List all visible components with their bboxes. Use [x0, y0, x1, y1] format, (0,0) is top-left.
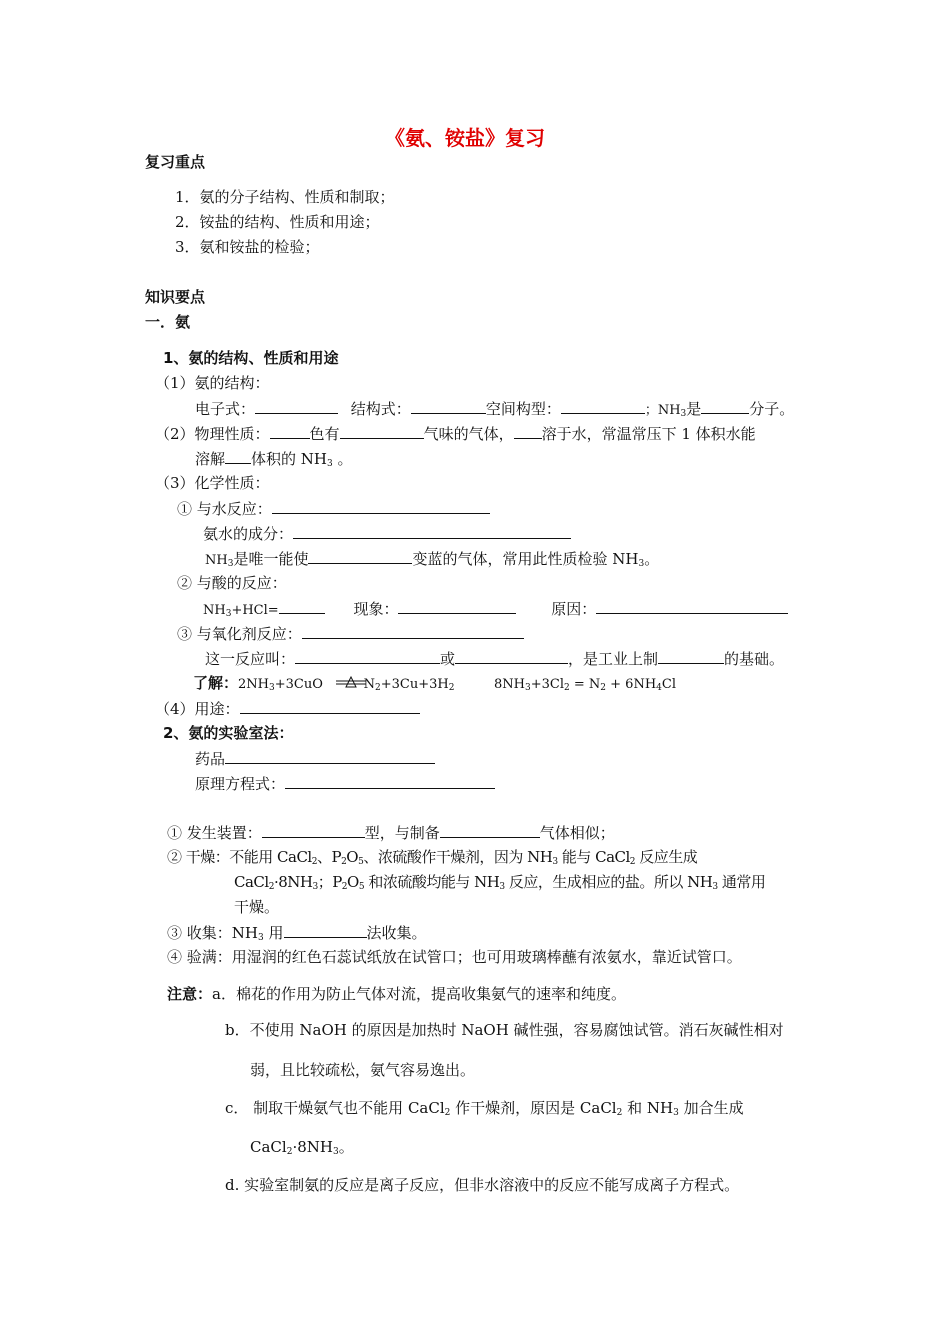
answer-blank [340, 423, 424, 439]
subscript: 3 [552, 857, 558, 867]
subscript: 4 [656, 683, 662, 693]
text: + 6NH [606, 677, 657, 692]
answer-blank [279, 598, 325, 614]
knowledge-heading: 知识要点 [145, 288, 206, 306]
uses-line [155, 698, 420, 719]
answer-blank [285, 773, 495, 789]
subscript: 2 [311, 857, 317, 867]
subscript: 2 [375, 683, 381, 693]
subscript: 5 [358, 882, 365, 892]
note-a-line [167, 984, 626, 1004]
ammonia-water [203, 523, 571, 544]
text: +HCl= [231, 603, 279, 618]
subscript: 3 [225, 609, 232, 619]
subscript: 2 [268, 882, 274, 892]
subscript: 2 [341, 857, 347, 867]
text: 这一反应叫： [205, 650, 296, 668]
text: 。 [332, 450, 353, 468]
answer-blank [240, 698, 420, 714]
drying-line-2 [234, 872, 765, 892]
answer-blank [514, 423, 542, 439]
heat-arrow-icon [334, 675, 368, 689]
answer-blank [293, 523, 571, 539]
review-item: 3．氨和铵盐的检验； [175, 238, 320, 256]
text: c． 制取干燥氨气也不能用 CaCl [225, 1099, 445, 1117]
acid-reaction-label: ② 与酸的反应： [177, 574, 287, 592]
text: +3CuO [274, 677, 323, 692]
subscript: 2 [444, 1108, 451, 1118]
equation-line [195, 773, 495, 794]
text: 型，与制备 [364, 824, 440, 842]
text: 用 [263, 924, 284, 942]
text: CaCl [250, 1138, 287, 1156]
drying-line [167, 847, 697, 867]
answer-blank [455, 648, 568, 664]
review-item: 2．铵盐的结构、性质和用途； [175, 213, 380, 231]
subscript: 3 [524, 683, 531, 693]
text: ，是工业上制 [568, 650, 659, 668]
text: 和浓硫酸均能与 NH [364, 873, 500, 891]
subscript: 2 [600, 683, 607, 693]
section-heading: 一．氨 [145, 313, 191, 331]
subscript: 3 [227, 559, 234, 569]
text: ·8NH [273, 873, 313, 891]
answer-blank [270, 423, 310, 439]
text: 是 [686, 400, 702, 418]
answer-blank [225, 748, 435, 764]
text: ；P [317, 873, 342, 891]
text: 氨水的成分： [203, 525, 294, 543]
subscript: 3 [269, 683, 275, 693]
text: ② 干燥：不能用 CaCl [167, 848, 312, 866]
text: 现象： [353, 600, 399, 618]
answer-blank [561, 398, 645, 414]
text: Cl [661, 677, 676, 692]
answer-blank [411, 398, 486, 414]
drying-line-3: 干燥。 [234, 898, 280, 916]
text: 通常用 [717, 873, 766, 891]
text: 气体相似； [539, 824, 615, 842]
subscript: 3 [638, 559, 645, 569]
note-label: 注意： [167, 985, 213, 1003]
text: 2NH [238, 677, 269, 692]
text: 加合生成 [678, 1099, 744, 1117]
subscript: 3 [327, 459, 333, 469]
text: ① 发生装置： [167, 824, 262, 842]
physical-line-2 [195, 448, 353, 469]
text: （4）用途： [155, 700, 240, 718]
structure-line [195, 398, 794, 421]
subscript: 2 [629, 857, 636, 867]
subsection-heading: 2、氨的实验室法： [163, 724, 294, 742]
text: = N [569, 677, 601, 692]
oxidizer-reaction-line-2 [205, 648, 784, 669]
subscript: 2 [341, 882, 348, 892]
subscript: 3 [332, 1147, 339, 1157]
answer-blank [295, 648, 440, 664]
text: 溶于水，常温常压下 1 体积水能 [541, 425, 756, 443]
answer-blank [596, 598, 788, 614]
text: 。 [338, 1138, 354, 1156]
structure-label: （1）氨的结构： [155, 374, 270, 392]
text: 原因： [551, 600, 597, 618]
chlorine-equation [494, 673, 676, 695]
answer-blank [272, 498, 490, 514]
text: 、P [316, 848, 342, 866]
subscript: 3 [673, 1108, 679, 1118]
answer-blank [398, 598, 516, 614]
text: NH [203, 603, 226, 618]
subscript: 3 [712, 882, 718, 892]
text: 原理方程式： [195, 775, 286, 793]
subscript: 5 [358, 857, 364, 867]
text: 法收集。 [366, 924, 427, 942]
subscript: 2 [616, 1108, 623, 1118]
text: 反应，生成相应的盐。所以 NH [504, 873, 713, 891]
answer-blank [701, 398, 749, 414]
subsection-heading: 1、氨的结构、性质和用途 [163, 349, 339, 367]
text: 空间构型： [485, 400, 561, 418]
text: 。 [644, 550, 660, 568]
text: +3Cu+3H [380, 677, 449, 692]
text: 色有 [309, 425, 340, 443]
text: O [347, 873, 359, 891]
text: 药品 [195, 750, 226, 768]
answer-blank [308, 548, 412, 564]
answer-blank [262, 822, 365, 838]
text: 变蓝的气体，常用此性质检验 NH [412, 550, 639, 568]
note-b-line-2: 弱，且比较疏松，氨气容易逸出。 [250, 1061, 476, 1079]
subscript: 2 [448, 683, 455, 693]
text: 体积的 NH [251, 450, 327, 468]
subscript: 3 [257, 933, 264, 943]
text: NH [205, 553, 228, 568]
text: ·8NH [292, 1138, 333, 1156]
subscript: 3 [499, 882, 505, 892]
doc-title: 《氨、铵盐》复习 [385, 126, 545, 150]
note-d-line: d. 实验室制氨的反应是离子反应，但非水溶液中的反应不能写成离子方程式。 [225, 1176, 740, 1194]
text: 、浓硫酸作干燥剂，因为 NH [363, 848, 553, 866]
text: 溶解 [195, 450, 226, 468]
text: ③ 与氧化剂反应： [177, 625, 302, 643]
full-check-line: ④ 验满：用湿润的红色石蕊试纸放在试管口；也可用玻璃棒蘸有浓氨水，靠近试管口。 [167, 948, 742, 966]
answer-blank [440, 822, 540, 838]
text: CaCl [234, 873, 269, 891]
physical-line [155, 423, 756, 444]
answer-blank [284, 922, 367, 938]
text: 作干燥剂，原因是 CaCl [450, 1099, 617, 1117]
oxidizer-reaction [177, 623, 524, 644]
answer-blank [225, 448, 251, 464]
text: 气味的气体， [423, 425, 514, 443]
collection-line [167, 922, 427, 943]
text: 电子式： [195, 400, 256, 418]
answer-blank [302, 623, 524, 639]
answer-blank [658, 648, 724, 664]
text: 的基础。 [724, 650, 785, 668]
chemical-label: （3）化学性质： [155, 474, 270, 492]
answer-blank [255, 398, 338, 414]
text: 是唯一能使 [233, 550, 309, 568]
subscript: 2 [286, 1147, 293, 1157]
water-reaction [177, 498, 490, 519]
text: ③ 收集：NH [167, 924, 258, 942]
text: 分子。 [749, 400, 795, 418]
liaojie-line [193, 673, 454, 695]
text: 结构式： [350, 400, 411, 418]
text: O [346, 848, 359, 866]
text: ① 与水反应： [177, 500, 272, 518]
subscript: 3 [680, 409, 687, 419]
text: 反应生成 [635, 848, 698, 866]
text: +3Cl [530, 677, 564, 692]
note-b-line: b．不使用 NaOH 的原因是加热时 NaOH 碱性强，容易腐蚀试管。消石灰碱性相对 [225, 1021, 784, 1039]
reagents-line [195, 748, 435, 769]
text: 能与 CaCl [557, 848, 630, 866]
subscript: 2 [564, 683, 570, 693]
text: N [363, 677, 376, 692]
text: 8NH [494, 677, 525, 692]
text: ；NH [644, 403, 681, 418]
text: a．棉花的作用为防止气体对流，提高收集氨气的速率和纯度。 [212, 985, 626, 1003]
text: （2）物理性质： [155, 425, 270, 443]
text: 和 NH [622, 1099, 674, 1117]
subscript: 3 [312, 882, 318, 892]
review-item: 1．氨的分子结构、性质和制取； [175, 188, 395, 206]
text: 或 [440, 650, 456, 668]
text: 了解： [193, 674, 239, 692]
acid-reaction-line [203, 598, 788, 621]
note-c-line [225, 1098, 744, 1118]
nh3-indicator-line [205, 548, 659, 571]
note-c-line-2 [250, 1137, 354, 1157]
apparatus-line [167, 822, 615, 843]
review-heading: 复习重点 [145, 153, 206, 171]
